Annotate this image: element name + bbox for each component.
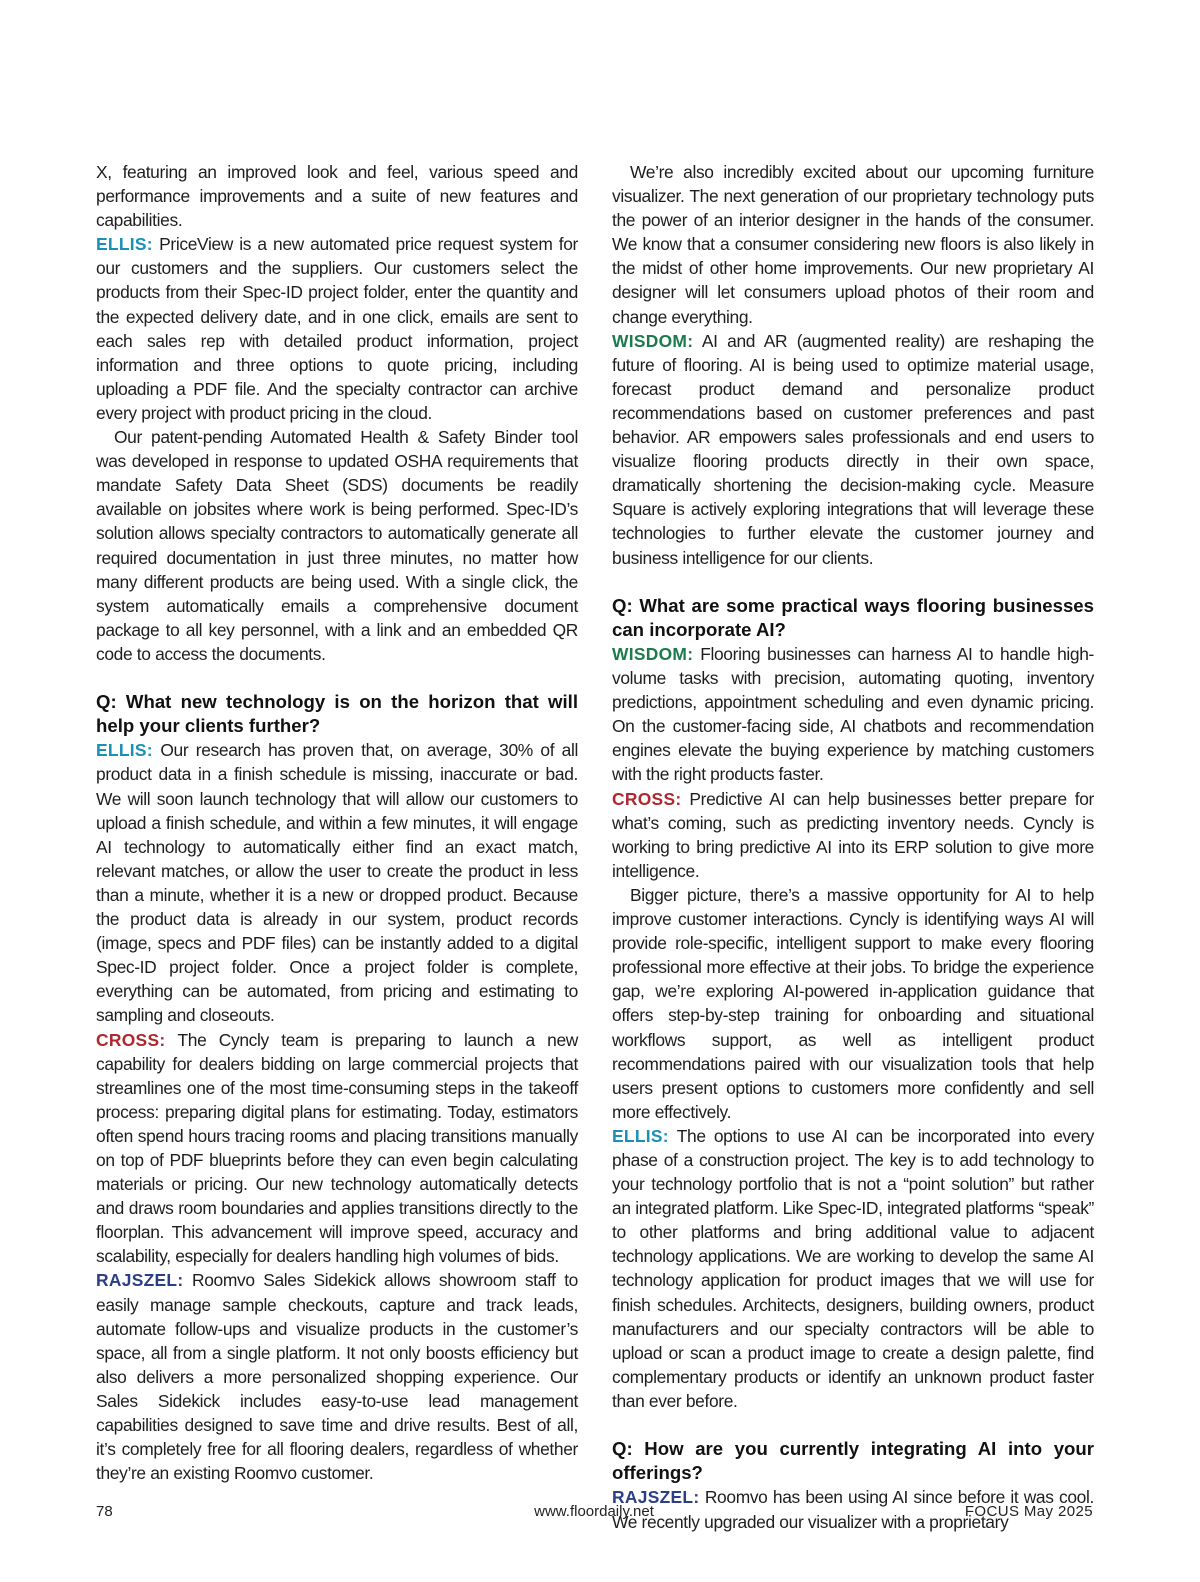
answer-paragraph: [96, 1268, 578, 1485]
speaker-label: RAJSZEL:: [96, 1270, 184, 1291]
speaker-label: ELLIS:: [96, 740, 153, 761]
question-heading: Q: How are you currently integrating AI into your offerings?: [612, 1438, 1094, 1484]
answer-paragraph: [96, 738, 578, 1027]
answer-paragraph: [612, 642, 1094, 787]
paragraph: Bigger picture, there’s a massive opportunity for AI to help improve customer interactions. Cyncly is identifying ways AI will provide role-specific, intelligent support to make every flooring professional more effective at their jobs. To bridge the experience gap, we’re exploring AI-powered in-application guidance that offers step-by-step training for onboarding and situational workflows support, as well as intelligent product recommendations paired with our visualization tools that help users present options to customers more confidently and sell more effectively.: [612, 884, 1094, 1122]
speaker-label: ELLIS:: [96, 234, 153, 255]
page-number: 78: [96, 1503, 113, 1520]
speaker-label: WISDOM:: [612, 330, 694, 351]
article-column-left: [96, 160, 578, 1485]
speaker-label: CROSS:: [612, 788, 682, 809]
paragraph: Our patent-pending Automated Health & Safety Binder tool was developed in response to updated OSHA requirements that mandate Safety Data Sheet (SDS) documents be readily available on jobsites where work is being performed. Spec-ID’s solution allows specialty contractors to automatically generate all required documentation in just three minutes, no matter how many different products are being used. With a single click, the system automatically emails a comprehensive document package to all key personnel, with a link and an embedded QR code to access the documents.: [96, 427, 578, 664]
paragraph: X, featuring an improved look and feel, various speed and performance improvements and a suite of new features and capabilities.: [96, 162, 578, 231]
speaker-label: WISDOM:: [612, 644, 694, 664]
answer-text: Flooring businesses can harness AI to handle high-volume tasks with precision, automating quoting, inventory predictions, appointment scheduling and even dynamic pricing. On the customer-facing side, AI chatbots and recommendation engines elevate the buying experience by matching customers with the right products faster.: [612, 644, 1094, 785]
speaker-label: CROSS:: [96, 1029, 166, 1050]
answer-paragraph: [96, 232, 578, 425]
answer-text: PriceView is a new automated price request system for our customers and the suppliers. Our customers select the products from their Spec-ID project folder, enter the quantity and the expected delivery date, and in one click, emails are sent to each sales rep with detailed product information, project information and three options to quote pricing, including uploading a PDF file. And the specialty contractor can archive every project with product pricing in the cloud.: [96, 234, 578, 423]
website-link[interactable]: www.floordaily.net: [534, 1503, 654, 1520]
answer-text: The Cyncly team is preparing to launch a new capability for dealers bidding on large commercial projects that streamlines one of the most time-consuming steps in the takeoff process: preparing digital plans for estimating. Today, estimators often spend hours tracing rooms and placing transitions manually on top of PDF blueprints before they can even begin calculating materials or pricing. Our new technology automatically detects and draws room boundaries and applies transitions directly to the floorplan. This advancement will improve speed, accuracy and scalability, especially for dealers handling high volumes of bids.: [96, 1029, 578, 1267]
answer-paragraph: [612, 1124, 1094, 1413]
paragraph: We’re also incredibly excited about our upcoming furniture visualizer. The next generation of our proprietary technology puts the power of an interior designer in the hands of the consumer. We know that a consumer considering new floors is also likely in the midst of other home improvements. Our new proprietary AI designer will let consumers upload photos of their room and change everything.: [612, 162, 1094, 327]
question-heading: Q: What new technology is on the horizon that will help your clients further?: [96, 690, 578, 737]
article-column-right: [612, 160, 1094, 1534]
answer-text: The options to use AI can be incorporated into every phase of a construction project. The key is to add technology to your technology portfolio that is not a “point solution” but rather an integrated platform. Like Spec-ID, integrated platforms “speak” to other platforms and bring additional value to adjacent technology applications. We are working to develop the same AI technology application for product images that we will use for finish schedules. Architects, designers, building owners, product manufacturers and our specialty contractors will be able to upload or scan a product image to create a design palette, find complementary products or identify an unknown product faster than ever before.: [612, 1125, 1094, 1411]
speaker-label: RAJSZEL:: [612, 1487, 700, 1508]
answer-text: Roomvo Sales Sidekick allows showroom staff to easily manage sample checkouts, capture and track leads, automate follow-ups and visualize products in the customer’s space, all from a single platform. It not only boosts efficiency but also delivers a more personalized shopping experience. Our Sales Sidekick includes easy-to-use lead management capabilities designed to save time and drive results. Best of all, it’s completely free for all flooring dealers, regardless of whether they’re an existing Roomvo customer.: [96, 1270, 578, 1484]
question-heading: Q: What are some practical ways flooring businesses can incorporate AI?: [612, 594, 1094, 640]
answer-text: Predictive AI can help businesses better prepare for what’s coming, such as predicting inventory needs. Cyncly is working to bring predictive AI into its ERP solution to give more intelligence.: [612, 788, 1094, 881]
issue-label: FOCUS May 2025: [964, 1503, 1093, 1520]
answer-paragraph: [612, 787, 1094, 883]
answer-text: Roomvo has been using AI since before it was cool. We recently upgraded our visualizer with a proprietary: [612, 1487, 1094, 1532]
answer-paragraph: [96, 1028, 578, 1269]
answer-text: AI and AR (augmented reality) are reshaping the future of flooring. AI is being used to optimize material usage, forecast product demand and personalize product recommendations based on customer preferences and past behavior. AR empowers sales professionals and end users to visualize flooring products directly in their own space, dramatically shortening the decision-making cycle. Measure Square is actively exploring integrations that will leverage these technologies to further elevate the customer journey and business intelligence for our clients.: [612, 330, 1094, 568]
answer-text: Our research has proven that, on average, 30% of all product data in a finish schedule is missing, inaccurate or bad. We will soon launch technology that will allow our customers to upload a finish schedule, and within a few minutes, it will engage AI technology to automatically either find an exact match, relevant matches, or allow the user to create the product in less than a minute, whether it is a new or dropped product. Because the product data is already in our system, product records (image, specs and PDF files) can be instantly added to a digital Spec-ID project folder. Once a project folder is complete, everything can be automated, from pricing and estimating to sampling and closeouts.: [96, 740, 578, 1026]
speaker-label: ELLIS:: [612, 1125, 669, 1146]
answer-paragraph: [612, 329, 1094, 570]
